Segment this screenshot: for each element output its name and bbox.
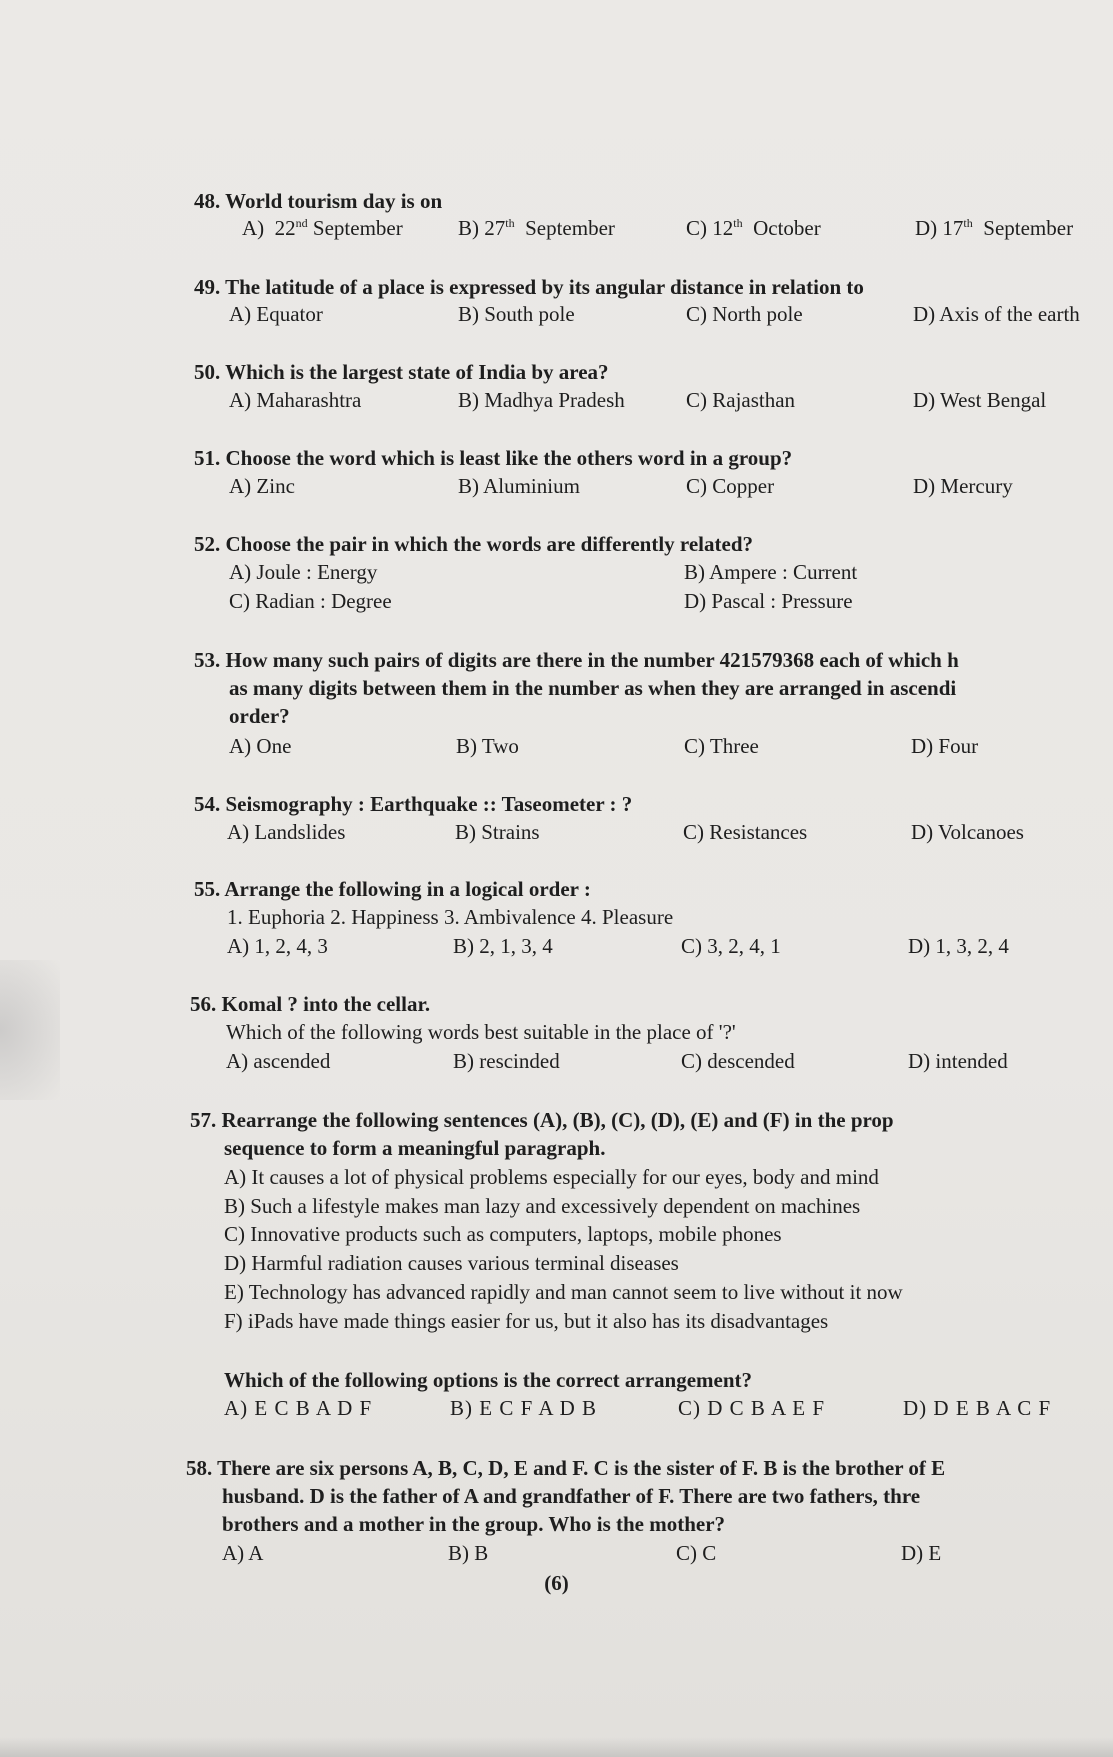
option-d[interactable]: D) Four bbox=[911, 734, 979, 758]
sentence-a: A) It causes a lot of physical problems especially for our eyes, body and mind bbox=[224, 1165, 879, 1189]
option-d[interactable]: D) Pascal : Pressure bbox=[684, 589, 853, 613]
option-a[interactable]: A) Equator bbox=[229, 302, 323, 326]
option-d[interactable]: D) Volcanoes bbox=[911, 820, 1024, 844]
option-c[interactable]: C) North pole bbox=[686, 302, 803, 326]
question-text: 54. Seismography : Earthquake :: Taseometer : ? bbox=[194, 792, 633, 816]
sentence-e: E) Technology has advanced rapidly and man cannot seem to live without it now bbox=[224, 1280, 903, 1304]
question-text-cont: brothers and a mother in the group. Who is the mother? bbox=[222, 1512, 726, 1536]
sentence-f: F) iPads have made things easier for us, but it also has its disadvantages bbox=[224, 1309, 829, 1333]
sentence-d: D) Harmful radiation causes various terminal diseases bbox=[224, 1251, 679, 1275]
option-a[interactable]: A) Joule : Energy bbox=[229, 560, 378, 584]
sub-question: Which of the following options is the correct arrangement? bbox=[224, 1368, 753, 1392]
question-text: 58. There are six persons A, B, C, D, E and F. C is the sister of F. B is the brother of E bbox=[186, 1456, 946, 1480]
option-c[interactable]: C) Radian : Degree bbox=[229, 589, 392, 613]
bleed-through-decoration bbox=[330, 162, 335, 185]
option-a[interactable]: A) 22nd September bbox=[242, 216, 403, 240]
question-text-cont: husband. D is the father of A and grandfather of F. There are two fathers, thre bbox=[222, 1484, 921, 1508]
option-a[interactable]: A) 1, 2, 4, 3 bbox=[227, 934, 328, 958]
question-text: 51. Choose the word which is least like the others word in a group? bbox=[194, 446, 793, 470]
option-b[interactable]: B) 27th September bbox=[458, 216, 615, 240]
option-d[interactable]: D) Mercury bbox=[913, 474, 1013, 498]
question-text: 57. Rearrange the following sentences (A), (B), (C), (D), (E) and (F) in the prop bbox=[190, 1108, 894, 1132]
question-instruction: Which of the following words best suitable in the place of '?' bbox=[226, 1020, 736, 1044]
option-d[interactable]: D) West Bengal bbox=[913, 388, 1047, 412]
question-text-cont: order? bbox=[229, 704, 290, 728]
option-b[interactable]: B) rescinded bbox=[453, 1049, 560, 1073]
option-b[interactable]: B) E C F A D B bbox=[450, 1396, 598, 1420]
option-b[interactable]: B) Aluminium bbox=[458, 474, 580, 498]
option-d[interactable]: D) D E B A C F bbox=[903, 1396, 1052, 1420]
question-text: 49. The latitude of a place is expressed by its angular distance in relation to bbox=[194, 275, 864, 299]
option-b[interactable]: B) South pole bbox=[458, 302, 575, 326]
question-text-cont: as many digits between them in the number as when they are arranged in ascendi bbox=[229, 676, 957, 700]
option-d[interactable]: D) 1, 3, 2, 4 bbox=[908, 934, 1009, 958]
option-a[interactable]: A) Landslides bbox=[227, 820, 346, 844]
question-items: 1. Euphoria 2. Happiness 3. Ambivalence 4. Pleasure bbox=[227, 905, 674, 929]
question-text: 50. Which is the largest state of India by area? bbox=[194, 360, 609, 384]
option-a[interactable]: A) ascended bbox=[226, 1049, 331, 1073]
option-b[interactable]: B) Ampere : Current bbox=[684, 560, 858, 584]
scan-shadow bbox=[0, 960, 60, 1100]
page-number: (6) bbox=[544, 1571, 569, 1595]
question-text-cont: sequence to form a meaningful paragraph. bbox=[224, 1136, 606, 1160]
option-c[interactable]: C) Copper bbox=[686, 474, 775, 498]
option-d[interactable]: D) E bbox=[901, 1541, 942, 1565]
option-a[interactable]: A) Zinc bbox=[229, 474, 295, 498]
option-c[interactable]: C) Resistances bbox=[683, 820, 808, 844]
option-a[interactable]: A) A bbox=[222, 1541, 264, 1565]
option-d[interactable]: D) Axis of the earth bbox=[913, 302, 1080, 326]
option-d[interactable]: D) intended bbox=[908, 1049, 1008, 1073]
option-b[interactable]: B) Two bbox=[456, 734, 519, 758]
question-text: 55. Arrange the following in a logical order : bbox=[194, 877, 591, 901]
question-text: 53. How many such pairs of digits are there in the number 421579368 each of which h bbox=[194, 648, 959, 672]
option-b[interactable]: B) Strains bbox=[455, 820, 540, 844]
sentence-c: C) Innovative products such as computers, laptops, mobile phones bbox=[224, 1222, 782, 1246]
sentence-b: B) Such a lifestyle makes man lazy and excessively dependent on machines bbox=[224, 1194, 861, 1218]
option-a[interactable]: A) Maharashtra bbox=[229, 388, 362, 412]
option-c[interactable]: C) 3, 2, 4, 1 bbox=[681, 934, 781, 958]
option-c[interactable]: C) 12th October bbox=[686, 216, 821, 240]
option-c[interactable]: C) Three bbox=[684, 734, 759, 758]
question-text: 48. World tourism day is on bbox=[194, 189, 443, 213]
option-c[interactable]: C) Rajasthan bbox=[686, 388, 796, 412]
option-c[interactable]: C) D C B A E F bbox=[678, 1396, 826, 1420]
question-text: 52. Choose the pair in which the words are differently related? bbox=[194, 532, 754, 556]
scan-shadow-bottom bbox=[0, 1737, 1113, 1757]
option-c[interactable]: C) descended bbox=[681, 1049, 795, 1073]
option-a[interactable]: A) E C B A D F bbox=[224, 1396, 373, 1420]
option-a[interactable]: A) One bbox=[229, 734, 292, 758]
option-d[interactable]: D) 17th September bbox=[915, 216, 1074, 240]
option-b[interactable]: B) 2, 1, 3, 4 bbox=[453, 934, 553, 958]
question-text: 56. Komal ? into the cellar. bbox=[190, 992, 431, 1016]
option-b[interactable]: B) Madhya Pradesh bbox=[458, 388, 625, 412]
option-b[interactable]: B) B bbox=[448, 1541, 489, 1565]
option-c[interactable]: C) C bbox=[676, 1541, 717, 1565]
